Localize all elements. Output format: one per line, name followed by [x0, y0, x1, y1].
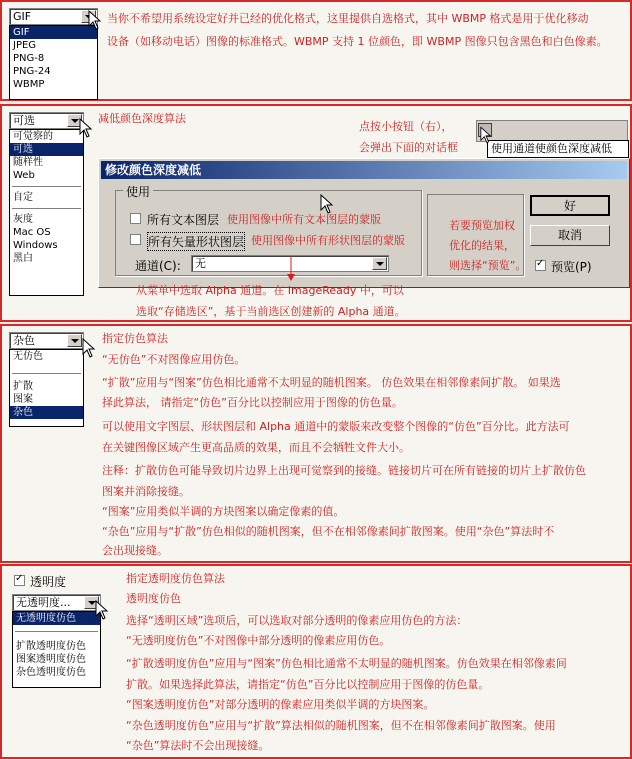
transparency-line: “扩散透明度仿色”应用与“图案”仿色相比通常不太明显的随机图案。仿色效果在相邻像素间	[126, 657, 567, 670]
color-reduction-option[interactable]: 随样性	[13, 157, 43, 168]
dither-line: 择此算法， 请指定“仿色”百分比以控制应用于图像的仿色量。	[102, 396, 403, 409]
chevron-down-icon[interactable]	[67, 334, 82, 347]
dither-line: “扩散”应用与“图案”仿色相比通常不太明显的随机图案。 仿色效果在相邻像素间扩散。 如果选	[102, 376, 561, 389]
menu-separator	[12, 186, 81, 187]
ok-button[interactable]: 好	[530, 195, 610, 216]
transparency-line: “无透明度仿色”不对图像中部分透明的像素应用仿色。	[126, 634, 391, 647]
preview-note-line: 优化的结果，	[449, 239, 515, 252]
color-reduction-option[interactable]: 灰度	[13, 214, 33, 225]
text-layers-checkbox[interactable]	[130, 213, 141, 224]
color-reduction-select-value: 可选	[13, 114, 35, 127]
dither-select[interactable]	[9, 332, 84, 349]
channel-note-line: 从菜单中选取 Alpha 通道。在 ImageReady 中，可以	[136, 284, 404, 297]
menu-separator	[15, 631, 98, 632]
text-layers-note: 使用图像中所有文本图层的蒙版	[227, 213, 381, 226]
format-option[interactable]: GIF	[10, 26, 97, 39]
transparency-dither-select[interactable]	[12, 594, 101, 611]
mouse-pointer-icon	[480, 126, 492, 144]
channel-mask-popup	[487, 140, 629, 158]
color-reduction-heading: 减低颜色深度算法	[98, 112, 186, 125]
color-reduction-options-list	[9, 129, 84, 296]
modify-color-reduction-dialog	[98, 158, 630, 288]
preview-checkbox[interactable]	[535, 260, 546, 271]
dither-line: 可以使用文字图层、形状图层和 Alpha 通道中的蒙版来改变整个图像的“仿色”百分比。此方法可	[102, 420, 570, 433]
format-option[interactable]: PNG-8	[13, 53, 45, 64]
dither-option[interactable]: 杂色	[10, 406, 83, 419]
channel-mask-widget	[476, 120, 628, 142]
use-group-label: 使用	[123, 183, 153, 200]
format-description-line: 当你不希望用系统设定好并已经的优化格式，这里提供自选格式，其中 WBMP 格式是用于优化移动	[107, 12, 589, 25]
format-select-value: GIF	[13, 10, 32, 23]
dither-heading: 指定仿色算法	[102, 332, 168, 345]
format-options-list	[9, 25, 98, 100]
hint-line: 会弹出下面的对话框	[359, 141, 458, 154]
transparency-dither-option[interactable]: 无透明度仿色	[13, 612, 100, 625]
format-option[interactable]: WBMP	[13, 79, 45, 90]
channel-label: 通道(C):	[135, 259, 181, 273]
color-reduction-option[interactable]: 自定	[13, 192, 33, 203]
dither-select-value: 杂色	[13, 334, 35, 347]
format-select[interactable]	[9, 8, 98, 25]
shape-layers-label: 所有矢量形状图层	[147, 232, 245, 251]
color-reduction-option[interactable]: 黑白	[13, 253, 33, 264]
color-reduction-option[interactable]: Mac OS	[13, 227, 51, 238]
shape-layers-checkbox[interactable]	[130, 234, 141, 245]
preview-label: 预览(P)	[551, 260, 592, 274]
transparency-dither-options-list	[12, 611, 101, 688]
color-reduction-option[interactable]: Web	[13, 170, 35, 181]
dither-line: 在关键图像区域产生更高品质的效果，而且不会牺牲文件大小。	[102, 441, 410, 454]
transparency-line: “杂色透明度仿色”应用与“扩散”算法相似的随机图案，但不在相邻像素间扩散图案。使用	[126, 719, 556, 732]
preview-note-line: 则选择“预览”。	[449, 259, 527, 272]
panel-transparency-dither	[0, 564, 632, 759]
channel-note-line: 选取“存储选区”，基于当前选区创建新的 Alpha 通道。	[136, 305, 406, 318]
text-layers-label: 所有文本图层	[147, 213, 220, 227]
menu-separator	[12, 373, 81, 374]
panel-format	[0, 0, 632, 101]
dither-line: 图案并消除接缝。	[102, 485, 190, 498]
transparency-dither-option[interactable]: 图案透明度仿色	[16, 654, 86, 665]
color-reduction-option[interactable]: 可觉察的	[13, 131, 53, 142]
transparency-dither-option[interactable]: 扩散透明度仿色	[16, 641, 86, 652]
hint-line: 点按小按钮（右），	[359, 120, 453, 133]
transparency-checkbox[interactable]	[14, 575, 25, 586]
transparency-line: 透明度仿色	[126, 592, 181, 605]
mouse-pointer-icon	[79, 118, 93, 138]
dialog-title: 修改颜色深度减低	[101, 161, 627, 179]
color-reduction-option[interactable]: Windows	[13, 240, 58, 251]
menu-separator	[12, 208, 81, 209]
transparency-line: 扩散。如果选择此算法，请指定“仿色”百分比以控制应用于图像的仿色量。	[126, 678, 490, 691]
shape-layers-note: 使用图像中所有形状图层的蒙版	[251, 234, 405, 247]
dither-line: “图案”应用类似半调的方块图案以确定像素的值。	[102, 505, 345, 518]
dither-option[interactable]: 扩散	[13, 381, 33, 392]
dither-line: “无仿色”不对图像应用仿色。	[102, 353, 246, 366]
dither-option[interactable]: 图案	[13, 394, 33, 405]
format-description-line: 设备（如移动电话）图像的标准格式。WBMP 支持 1 位颜色，即 WBMP 图像只包含黑色和白色像素。	[107, 35, 608, 48]
transparency-line: 选择“透明区域”选项后，可以选取对部分透明的像素应用仿色的方法：	[126, 614, 468, 627]
mouse-pointer-icon	[320, 194, 334, 214]
cancel-button[interactable]: 取消	[530, 225, 610, 246]
transparency-dither-select-value: 无透明度...	[16, 596, 71, 609]
format-option[interactable]: PNG-24	[13, 66, 51, 77]
transparency-dither-option[interactable]: 杂色透明度仿色	[16, 667, 86, 678]
transparency-line: “杂色”算法时不会出现接缝。	[126, 739, 270, 752]
mouse-pointer-icon	[88, 10, 102, 30]
popup-menu-item[interactable]: 使用通道使颜色深度减低	[491, 142, 612, 155]
transparency-line: “图案透明度仿色”对部分透明的像素应用类似半调的方块图案。	[126, 698, 435, 711]
panel-dither	[0, 324, 632, 563]
panel-color-reduction	[0, 104, 632, 322]
dither-line: 注释：扩散仿色可能导致切片边界上出现可觉察到的接缝。链接切片可在所有链接的切片上扩散仿色	[102, 464, 586, 477]
transparency-heading: 指定透明度仿色算法	[126, 572, 225, 585]
format-option[interactable]: JPEG	[13, 40, 37, 51]
transparency-checkbox-label: 透明度	[30, 575, 67, 589]
dither-line: 会出现接缝。	[102, 544, 168, 557]
preview-note-line: 若要预览加权	[449, 219, 515, 232]
mouse-pointer-icon	[95, 600, 109, 620]
color-reduction-select[interactable]	[9, 112, 84, 129]
dither-line: “杂色”应用与“扩散”仿色相似的随机图案，但不在相邻像素间扩散图案。使用“杂色”算法时不	[102, 525, 555, 538]
dither-options-list	[9, 349, 84, 427]
color-reduction-option[interactable]: 可选	[10, 143, 83, 156]
mouse-pointer-icon	[82, 338, 96, 358]
dither-option[interactable]: 无仿色	[13, 351, 43, 362]
chevron-down-icon[interactable]	[372, 257, 387, 270]
channel-select-value: 无	[195, 257, 206, 270]
